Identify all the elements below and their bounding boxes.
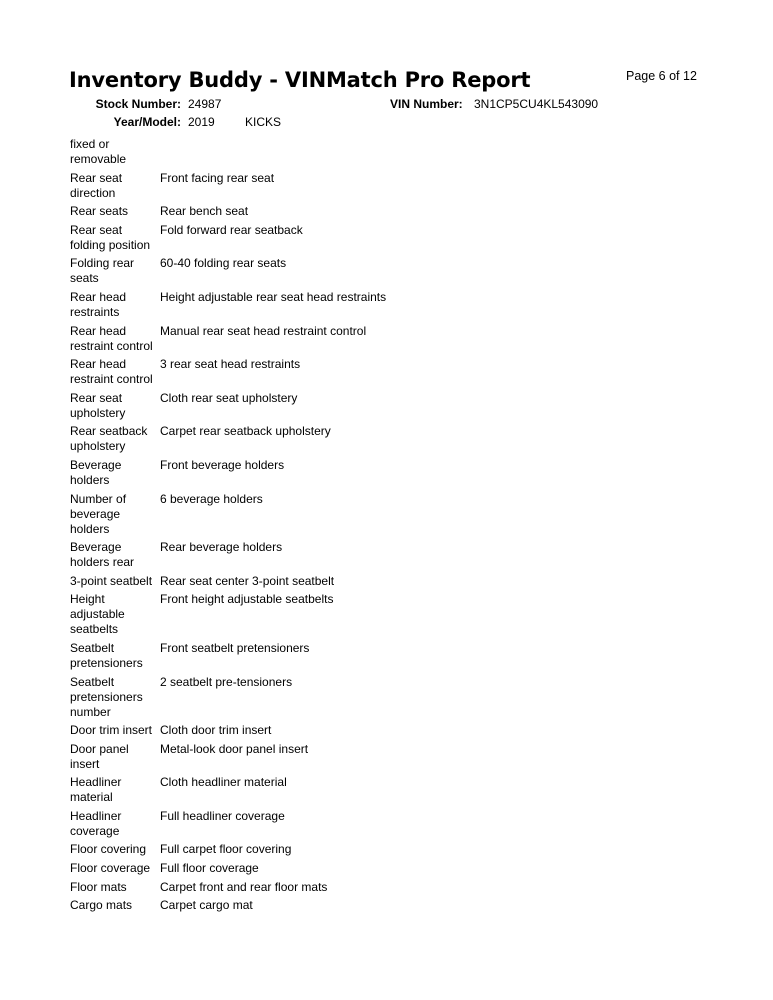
spec-row [70, 204, 730, 219]
spec-value: Carpet front and rear floor mats [160, 879, 328, 894]
spec-value: Full carpet floor covering [160, 842, 292, 857]
spec-value: Front height adjustable seatbelts [160, 592, 334, 607]
spec-row [70, 171, 730, 201]
spec-row [70, 861, 730, 876]
spec-value: Rear bench seat [160, 204, 249, 219]
spec-label: Beverage holders rear [70, 540, 135, 570]
spec-label: Rear seat upholstery [70, 390, 126, 420]
spec-value: Fold forward rear seatback [160, 222, 303, 237]
spec-row [70, 898, 730, 913]
spec-row [70, 742, 730, 772]
spec-row [70, 809, 730, 839]
spec-label: Rear seats [70, 204, 129, 219]
spec-value: Carpet cargo mat [160, 898, 253, 913]
spec-value: Cloth headliner material [160, 775, 287, 790]
spec-label: Rear head restraints [70, 289, 127, 319]
spec-label: Floor coverage [70, 861, 151, 876]
spec-value: Cloth door trim insert [160, 723, 272, 738]
spec-value: Full floor coverage [160, 861, 259, 876]
page-number: Page 6 of 12 [626, 69, 697, 83]
spec-value [160, 137, 730, 167]
spec-label: Number of beverage holders [70, 491, 127, 536]
spec-value: Front beverage holders [160, 457, 285, 472]
spec-value: Metal-look door panel insert [160, 741, 309, 756]
stock-number-label: Stock Number: [95, 97, 181, 111]
spec-row [70, 137, 730, 167]
spec-label: Rear seatback upholstery [70, 424, 148, 454]
spec-label: Door trim insert [70, 723, 153, 738]
spec-row [70, 324, 730, 354]
spec-row [70, 256, 730, 286]
spec-row [70, 290, 730, 320]
spec-label: Beverage holders [70, 457, 122, 487]
spec-value: Rear beverage holders [160, 540, 283, 555]
spec-value: Full headliner coverage [160, 808, 285, 823]
spec-label: Rear head restraint control [70, 357, 153, 387]
spec-label: Headliner coverage [70, 808, 122, 838]
vin-number-label: VIN Number: [390, 97, 463, 111]
spec-label: Seatbelt pretensioners number [70, 674, 143, 719]
spec-label: Headliner material [70, 775, 122, 805]
spec-label: Height adjustable seatbelts [70, 592, 125, 637]
year-value: 2019 [188, 115, 215, 129]
spec-label: Folding rear seats [70, 256, 135, 286]
spec-row [70, 592, 730, 637]
spec-row [70, 723, 730, 738]
model-value: KICKS [245, 115, 282, 129]
spec-row [70, 574, 730, 589]
spec-label: Rear seat folding position [70, 222, 151, 252]
spec-value: Carpet rear seatback upholstery [160, 424, 331, 439]
spec-value: Front facing rear seat [160, 170, 275, 185]
year-model-label: Year/Model: [113, 115, 181, 129]
spec-label: Rear seat direction [70, 170, 123, 200]
spec-list [70, 137, 730, 917]
report-title: Inventory Buddy - VINMatch Pro Report [69, 68, 531, 92]
spec-value: Height adjustable rear seat head restraints [160, 289, 387, 304]
spec-row [70, 223, 730, 253]
spec-row [70, 424, 730, 454]
spec-label: Rear head restraint control [70, 323, 153, 353]
spec-value: Front seatbelt pretensioners [160, 640, 310, 655]
spec-label: 3-point seatbelt [70, 573, 153, 588]
spec-row [70, 641, 730, 671]
spec-row [70, 458, 730, 488]
spec-value: Cloth rear seat upholstery [160, 390, 298, 405]
spec-row [70, 540, 730, 570]
spec-label: Cargo mats [70, 898, 133, 913]
spec-value: Rear seat center 3-point seatbelt [160, 573, 335, 588]
spec-row [70, 775, 730, 805]
spec-value: 60-40 folding rear seats [160, 256, 287, 271]
vin-number-value: 3N1CP5CU4KL543090 [474, 97, 599, 111]
spec-row [70, 357, 730, 387]
spec-label: Floor mats [70, 879, 127, 894]
spec-label: Door panel insert [70, 741, 129, 771]
spec-label: Seatbelt pretensioners [70, 640, 143, 670]
spec-value: 2 seatbelt pre-tensioners [160, 674, 293, 689]
spec-value: 3 rear seat head restraints [160, 357, 301, 372]
spec-row [70, 842, 730, 857]
spec-row [70, 492, 730, 537]
spec-row [70, 675, 730, 720]
spec-label: fixed or removable [70, 137, 127, 166]
spec-row [70, 880, 730, 895]
spec-row [70, 391, 730, 421]
stock-number-value: 24987 [188, 97, 222, 111]
spec-label: Floor covering [70, 842, 147, 857]
spec-value: 6 beverage holders [160, 491, 263, 506]
spec-value: Manual rear seat head restraint control [160, 323, 367, 338]
